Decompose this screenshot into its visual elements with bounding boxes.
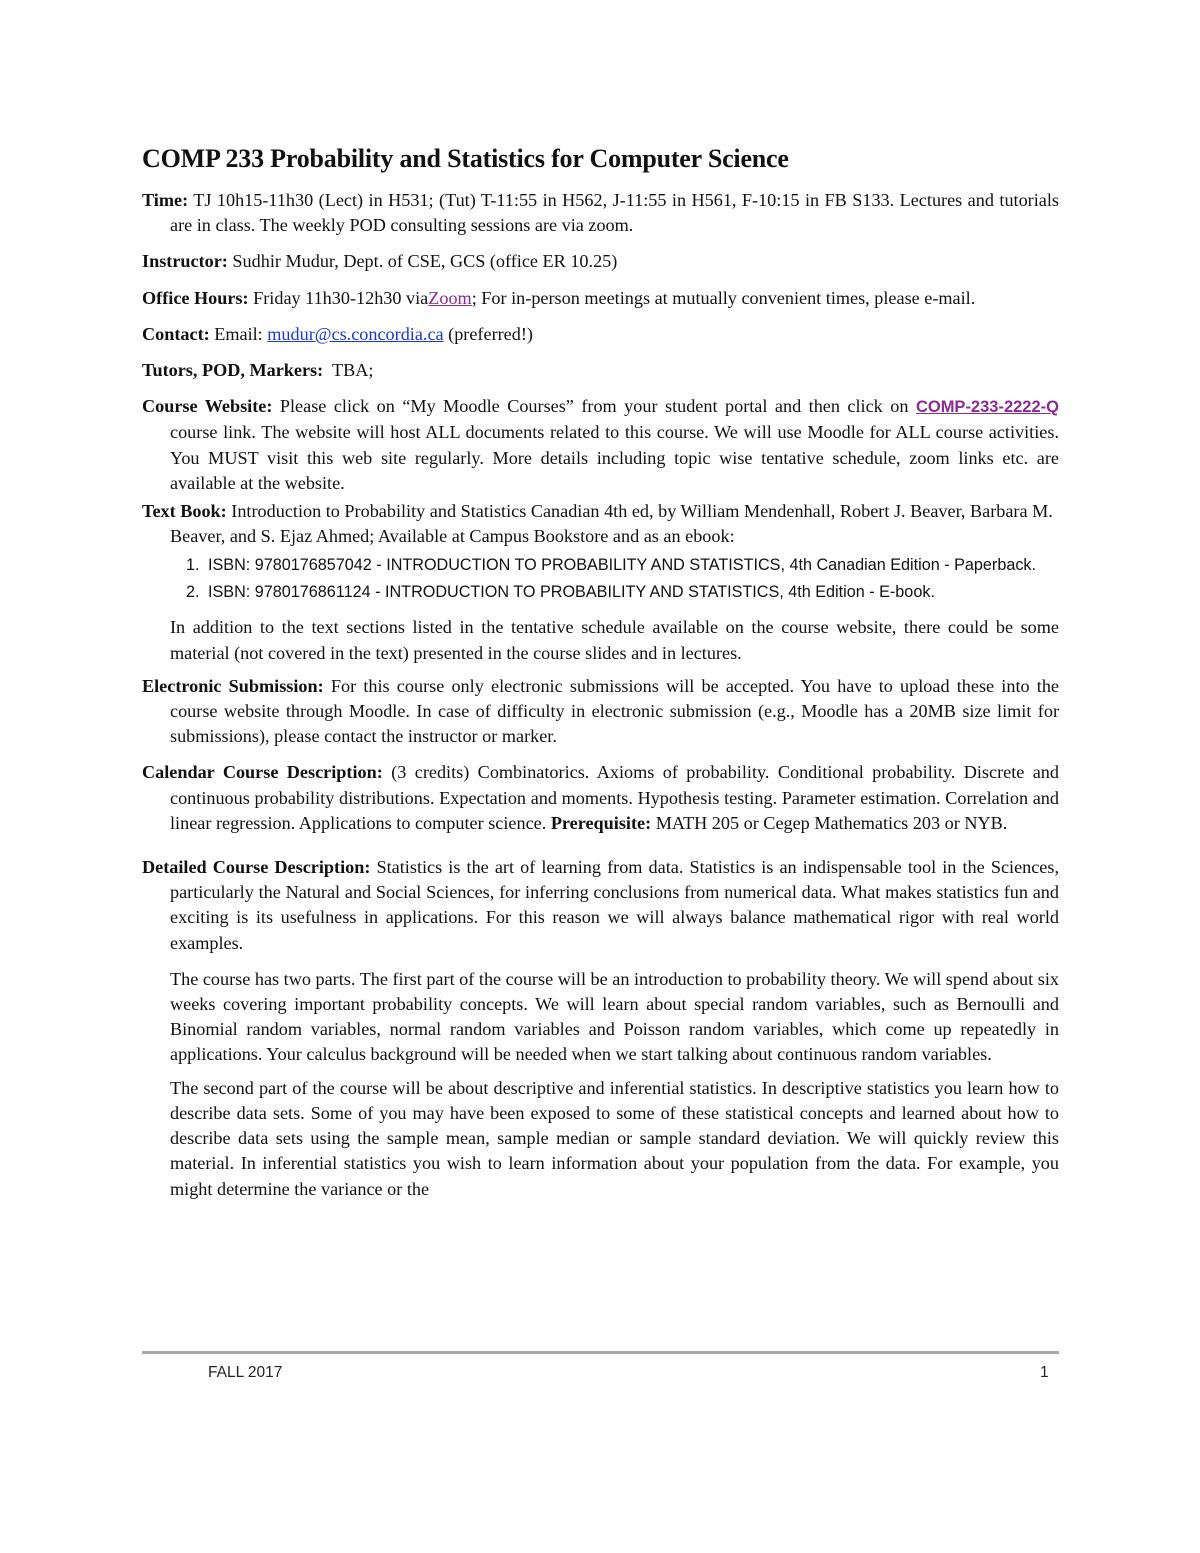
contact-section (142, 322, 1059, 347)
course-website-text-after: course link. The website will host ALL documents related to this course. We will use Moodle for ALL course activities. You MUST visit this web site regularly. More details including topic wise tentative schedule, zoom links etc. are available at the website. (170, 422, 1059, 493)
text-book-note: In addition to the text sections listed in the tentative schedule available on the course website, there could be some material (not covered in the text) presented in the course slides and in lectures. (170, 617, 1059, 663)
instructor-section (142, 249, 1059, 274)
electronic-submission-label: Electronic Submission: (142, 675, 324, 696)
detailed-description-para3: The second part of the course will be about descriptive and inferential statistics. In descriptive statistics you learn how to describe data sets. Some of you may have been exposed to some of these statistical concepts and learned about how to describe data sets using the sample mean, sample median or sample standard deviation. We will quickly review this material. In inferential statistics you wish to learn information about your population from the data. For example, you might determine the variance or the (170, 1077, 1059, 1199)
footer-term: FALL 2017 (208, 1364, 283, 1381)
detailed-description-text: Statistics is the art of learning from data. Statistics is an indispensable tool in the Sciences, particularly the Natural and Social Sciences, for inferring conclusions from numerical data. What makes statistics fun and exciting is its usefulness in applications. For this reason we will always balance mathematical rigor with real world examples. (170, 857, 1059, 953)
contact-text-after: (preferred!) (448, 323, 533, 344)
email-link[interactable]: mudur@cs.concordia.ca (267, 323, 444, 344)
text-book-label: Text Book: (142, 501, 227, 522)
prerequisite-text: MATH 205 or Cegep Mathematics 203 or NYB. (655, 812, 1008, 833)
calendar-description-label: Calendar Course Description: (142, 762, 383, 783)
zoom-link[interactable]: Zoom (428, 287, 472, 308)
footer-divider (142, 1351, 1059, 1354)
page-title: COMP 233 Probability and Statistics for Computer Science (142, 144, 789, 173)
text-book-section (142, 499, 1059, 549)
instructor-text: Sudhir Mudur, Dept. of CSE, GCS (office ER 10.25) (232, 251, 618, 272)
course-website-text-before: Please click on “My Moodle Courses” from your student portal and then click on (279, 396, 909, 417)
detailed-description-section (142, 855, 1059, 956)
electronic-submission-text: For this course only electronic submissions will be accepted. You have to upload these into the course website through Moodle. In case of difficulty in electronic submission (e.g., Moodle has a 20MB size limit for submissions), please contact the instructor or marker. (170, 675, 1060, 747)
moodle-course-link[interactable]: COMP-233-2222-Q (915, 398, 1059, 417)
text-book-text: Introduction to Probability and Statistics Canadian 4th ed, by William Mendenhall, Robert J. Beaver, Barbara M. Beaver, and S. Ejaz Ahmed; Available at Campus Bookstore and as an ebook: (170, 501, 1053, 547)
tutors-text: TBA; (331, 360, 374, 381)
electronic-submission-section (142, 674, 1059, 750)
contact-label: Contact: (142, 323, 210, 344)
office-hours-section (142, 286, 1059, 311)
office-hours-label: Office Hours: (142, 287, 249, 308)
contact-text-before: Email: (214, 323, 263, 344)
time-section (142, 188, 1059, 238)
calendar-description-text: (3 credits) Combinatorics. Axioms of probability. Conditional probability. Discrete and continuous probability distributions. Expectation and moments. Hypothesis testing. Parameter estimation. Correlation and linear regression. Applications to computer science. (170, 762, 1059, 833)
time-label: Time: (142, 190, 189, 210)
tutors-section (142, 358, 1059, 383)
detailed-description-label: Detailed Course Description: (142, 857, 371, 878)
document-page (142, 140, 1059, 1210)
course-website-label: Course Website: (142, 396, 273, 417)
detailed-description-para2: The course has two parts. The first part of the course will be an introduction to probability theory. We will spend about six weeks covering important probability concepts. We will learn about special random variables, such as Bernoulli and Binomial random variables, normal random variables and Poisson random variables, which come up repeatedly in applications. Your calculus background will be needed when we start talking about continuous random variables. (170, 968, 1059, 1065)
prerequisite-label: Prerequisite: (550, 812, 652, 833)
tutors-label: Tutors, POD, Markers: (142, 360, 324, 381)
isbn-list (142, 552, 1059, 605)
calendar-description-section (142, 760, 1059, 836)
page-number: 1 (1040, 1364, 1049, 1381)
time-text: TJ 10h15-11h30 (Lect) in H531; (Tut) T-11:55 in H562, J-11:55 in H561, F-10:15 in FB S133. Lectures and tutorials are in class. The weekly POD consulting sessions are via zoom. (170, 190, 1059, 236)
list-item: 1. ISBN: 9780176857042 - INTRODUCTION TO PROBABILITY AND STATISTICS, 4th Canadian Edition - Paperback. (204, 552, 1059, 579)
instructor-label: Instructor: (142, 251, 228, 272)
course-website-section (142, 394, 1059, 496)
office-hours-text-after: ; For in-person meetings at mutually convenient times, please e-mail. (471, 287, 976, 308)
office-hours-text-before: Friday 11h30-12h30 via (253, 287, 429, 308)
list-item: 2. ISBN: 9780176861124 - INTRODUCTION TO PROBABILITY AND STATISTICS, 4th Edition - E-book. (204, 579, 1059, 606)
